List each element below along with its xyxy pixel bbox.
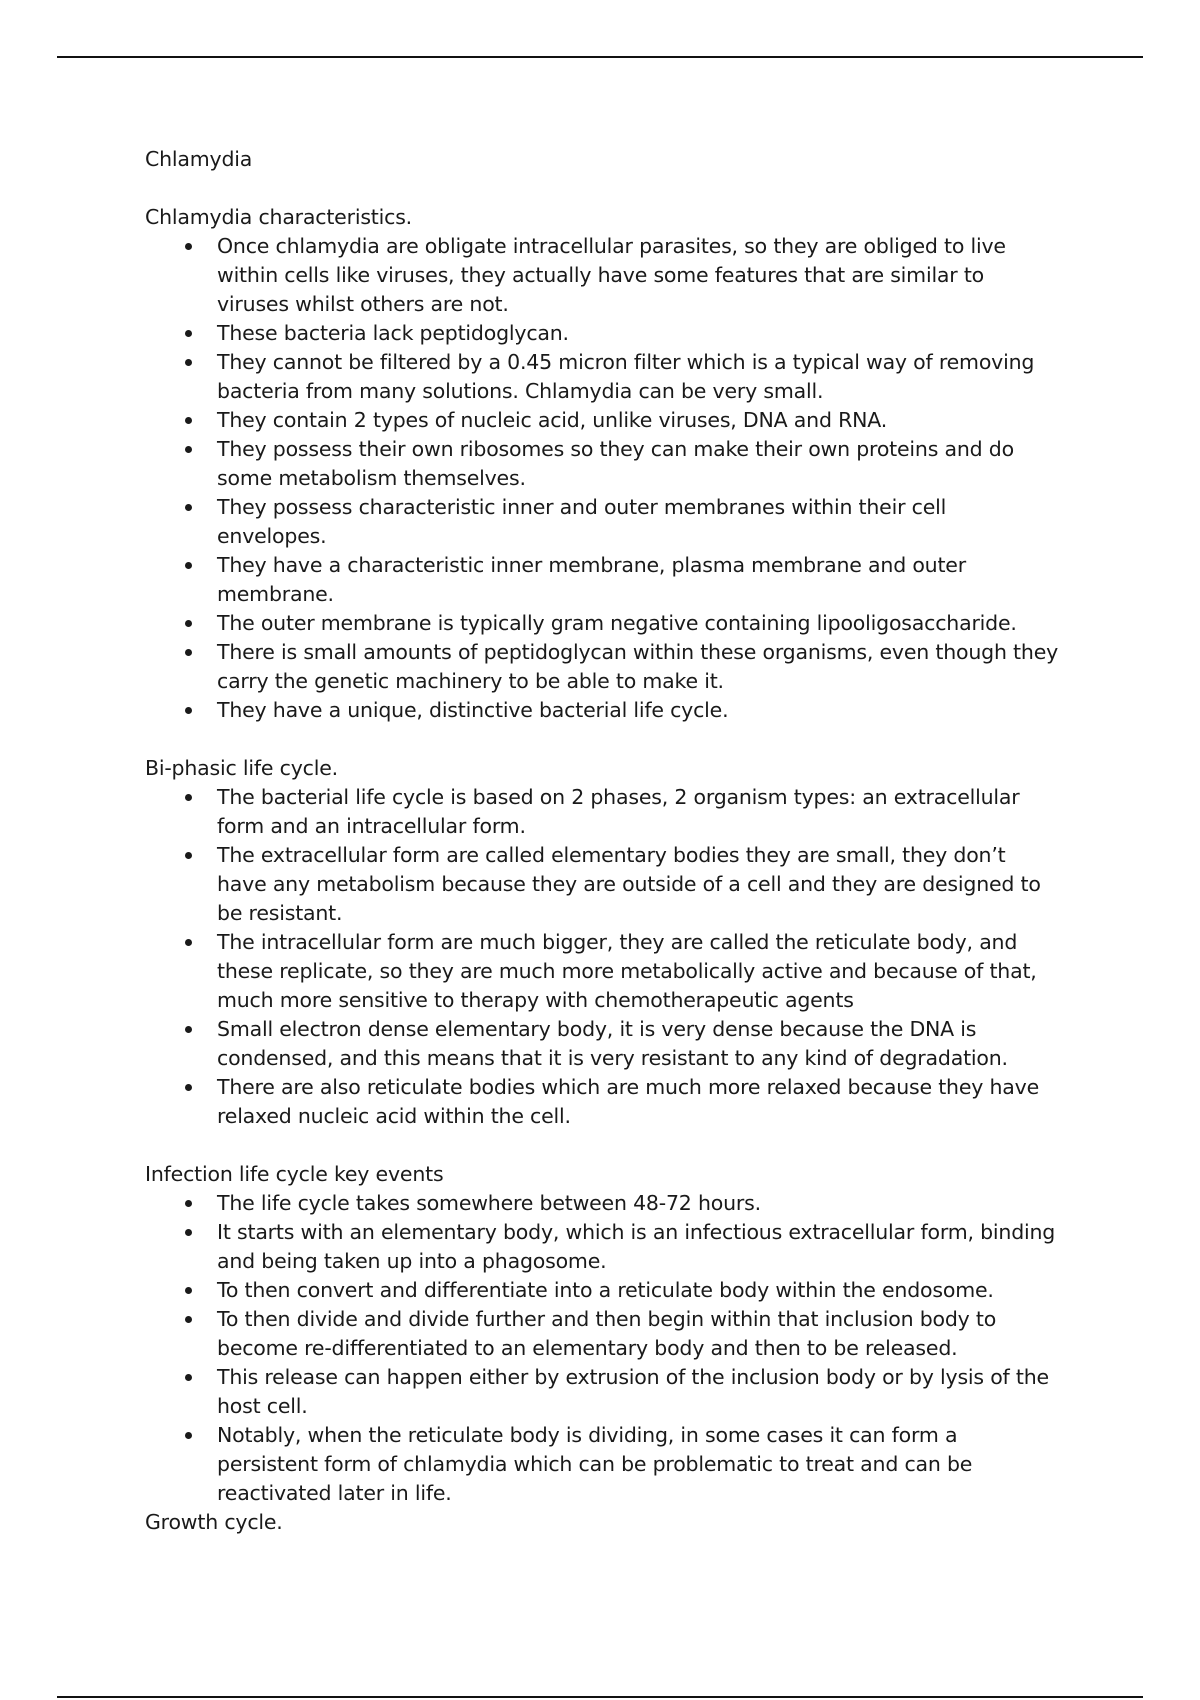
list-item: [145, 1421, 1060, 1508]
bullet-icon: [185, 359, 192, 366]
list-item-text: There is small amounts of peptidoglycan within these organisms, even though they carry the genetic machinery to be able to make it.: [217, 640, 1059, 693]
bullet-list: [145, 1189, 1060, 1508]
bullet-icon: [185, 794, 192, 801]
list-item: [145, 319, 1060, 348]
document-title: Chlamydia: [145, 147, 253, 171]
list-item: [145, 1015, 1060, 1073]
list-item-text: They possess their own ribosomes so they can make their own proteins and do some metabolism themselves.: [217, 437, 1014, 490]
list-item: [145, 1073, 1060, 1131]
footer-rule: [57, 1696, 1143, 1698]
bullet-icon: [185, 243, 192, 250]
list-item: [145, 493, 1060, 551]
bullet-list: [145, 783, 1060, 1131]
list-item: [145, 783, 1060, 841]
list-item-text: The outer membrane is typically gram negative containing lipooligosaccharide.: [217, 611, 1017, 635]
bullet-icon: [185, 852, 192, 859]
list-item: [145, 609, 1060, 638]
bullet-icon: [185, 417, 192, 424]
list-item: [145, 1363, 1060, 1421]
list-item-text: The intracellular form are much bigger, they are called the reticulate body, and these replicate, so they are much more metabolically active and because of that, much more sensitive to therapy with chemotherapeutic agents: [217, 930, 1037, 1012]
list-item-text: They contain 2 types of nucleic acid, unlike viruses, DNA and RNA.: [217, 408, 888, 432]
bullet-icon: [185, 707, 192, 714]
bullet-icon: [185, 504, 192, 511]
document-body: [145, 145, 1060, 1537]
list-item: [145, 406, 1060, 435]
list-item-text: This release can happen either by extrusion of the inclusion body or by lysis of the host cell.: [217, 1365, 1049, 1418]
bullet-icon: [185, 446, 192, 453]
list-item: [145, 1189, 1060, 1218]
bullet-icon: [185, 1229, 192, 1236]
section-heading: Chlamydia characteristics.: [145, 205, 412, 229]
section-heading: Bi-phasic life cycle.: [145, 756, 338, 780]
list-item: [145, 435, 1060, 493]
list-item-text: To then convert and differentiate into a reticulate body within the endosome.: [217, 1278, 994, 1302]
list-item-text: The extracellular form are called elementary bodies they are small, they don’t have any metabolism because they are outside of a cell and they are designed to be resistant.: [217, 843, 1041, 925]
bullet-icon: [185, 620, 192, 627]
bullet-icon: [185, 939, 192, 946]
section-biphasic-life-cycle: [145, 754, 1060, 1131]
list-item-text: The bacterial life cycle is based on 2 phases, 2 organism types: an extracellular form and an intracellular form.: [217, 785, 1020, 838]
bullet-icon: [185, 649, 192, 656]
list-item-text: The life cycle takes somewhere between 48-72 hours.: [217, 1191, 761, 1215]
list-item-text: It starts with an elementary body, which is an infectious extracellular form, binding and being taken up into a phagosome.: [217, 1220, 1056, 1273]
list-item-text: They cannot be filtered by a 0.45 micron filter which is a typical way of removing bacteria from many solutions. Chlamydia can be very small.: [217, 350, 1035, 403]
list-item: [145, 841, 1060, 928]
list-item-text: To then divide and divide further and then begin within that inclusion body to become re-differentiated to an elementary body and then to be released.: [217, 1307, 997, 1360]
list-item: [145, 1276, 1060, 1305]
list-item: [145, 696, 1060, 725]
list-item: [145, 551, 1060, 609]
list-item-text: Notably, when the reticulate body is dividing, in some cases it can form a persistent form of chlamydia which can be problematic to treat and can be reactivated later in life.: [217, 1423, 973, 1505]
section-characteristics: [145, 203, 1060, 725]
list-item-text: There are also reticulate bodies which are much more relaxed because they have relaxed nucleic acid within the cell.: [217, 1075, 1039, 1128]
list-item-text: They have a characteristic inner membrane, plasma membrane and outer membrane.: [217, 553, 966, 606]
list-item: [145, 638, 1060, 696]
bullet-icon: [185, 1432, 192, 1439]
section-heading-growth-cycle: Growth cycle.: [145, 1510, 283, 1534]
bullet-icon: [185, 1374, 192, 1381]
bullet-icon: [185, 1026, 192, 1033]
list-item: [145, 928, 1060, 1015]
list-item: [145, 348, 1060, 406]
list-item: [145, 1218, 1060, 1276]
bullet-icon: [185, 1084, 192, 1091]
list-item-text: They have a unique, distinctive bacterial life cycle.: [217, 698, 729, 722]
list-item-text: Small electron dense elementary body, it is very dense because the DNA is condensed, and this means that it is very resistant to any kind of degradation.: [217, 1017, 1008, 1070]
list-item: [145, 1305, 1060, 1363]
list-item: [145, 232, 1060, 319]
bullet-icon: [185, 1200, 192, 1207]
list-item-text: They possess characteristic inner and outer membranes within their cell envelopes.: [217, 495, 947, 548]
section-infection-life-cycle: [145, 1160, 1060, 1508]
bullet-icon: [185, 1287, 192, 1294]
bullet-icon: [185, 330, 192, 337]
header-rule: [57, 56, 1143, 58]
section-heading: Infection life cycle key events: [145, 1162, 444, 1186]
bullet-icon: [185, 1316, 192, 1323]
bullet-list: [145, 232, 1060, 725]
list-item-text: These bacteria lack peptidoglycan.: [217, 321, 569, 345]
bullet-icon: [185, 562, 192, 569]
list-item-text: Once chlamydia are obligate intracellular parasites, so they are obliged to live within cells like viruses, they actually have some features that are similar to viruses whilst others are not.: [217, 234, 1006, 316]
